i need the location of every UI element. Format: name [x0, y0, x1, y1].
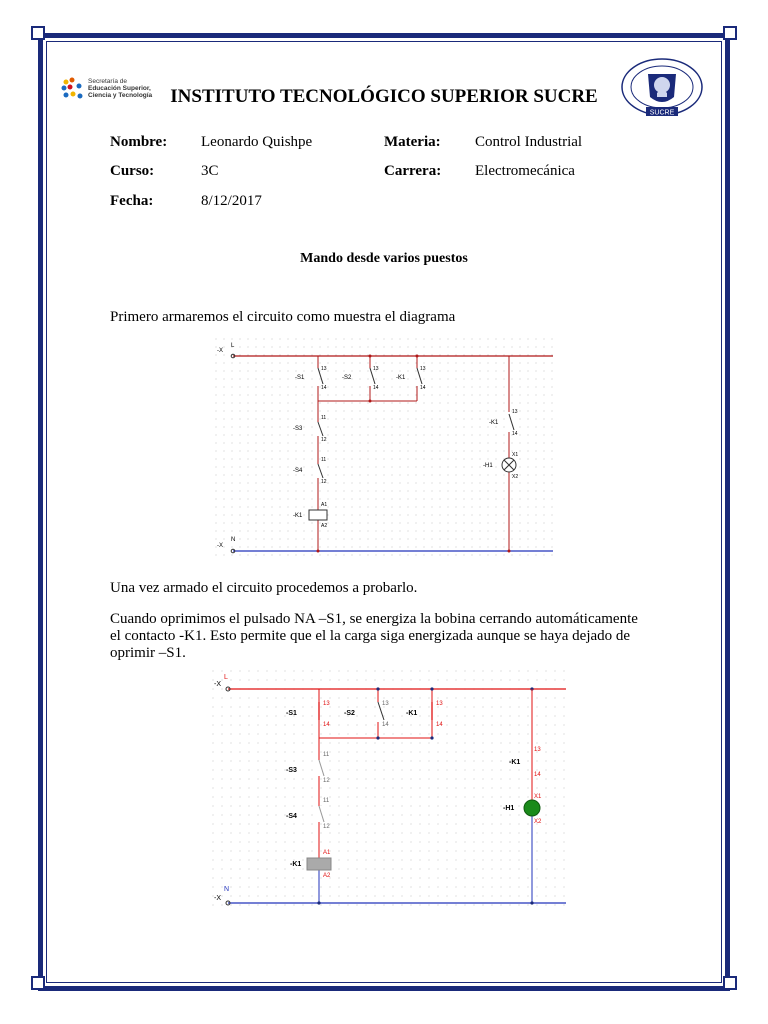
coil-label: -K1 [293, 513, 303, 519]
curso-label: Curso: [110, 163, 155, 179]
ministry-logo-line: Ciencia y Tecnología [88, 92, 153, 99]
terminal-label: 11 [321, 415, 327, 421]
terminal-label: 14 [436, 722, 443, 728]
fecha-value: 8/12/2017 [201, 193, 262, 209]
terminal-label: 13 [534, 747, 541, 753]
terminal-label: A2 [323, 873, 331, 879]
s1-label: -S1 [295, 375, 305, 381]
terminal-label: 13 [321, 366, 327, 372]
s1-label: -S1 [286, 710, 297, 717]
lamp-label: -H1 [503, 805, 515, 812]
terminal-label: A2 [321, 523, 328, 529]
paragraph-explanation-line: oprimir –S1. [110, 645, 186, 661]
k1-contact-label: -K1 [489, 420, 499, 426]
terminal-label: 14 [420, 385, 426, 391]
terminal-label: 14 [373, 385, 379, 391]
ministry-logo-line: Secretaría de [88, 78, 128, 85]
curso-value: 3C [201, 163, 219, 179]
carrera-value: Electromecánica [475, 163, 575, 179]
terminal-label: 11 [323, 798, 330, 804]
k1-contact-label: -K1 [396, 375, 406, 381]
terminal-label: 11 [323, 752, 330, 758]
s2-label: -S2 [344, 710, 355, 717]
terminal-label: 11 [321, 457, 327, 463]
coil-label: -K1 [290, 861, 302, 868]
lamp-label: -H1 [483, 463, 493, 469]
terminal-label: 14 [321, 385, 327, 391]
terminal-label: 14 [323, 722, 330, 728]
page-title: INSTITUTO TECNOLÓGICO SUPERIOR SUCRE [170, 86, 598, 107]
terminal-label: 13 [420, 366, 426, 372]
circuit-diagram-1 [215, 338, 557, 556]
paragraph-intro: Primero armaremos el circuito como muestra el diagrama [110, 309, 456, 325]
section-title: Mando desde varios puestos [300, 251, 468, 266]
materia-label: Materia: [384, 134, 441, 150]
s4-label: -S4 [286, 813, 297, 820]
rail-x-label: -X [217, 543, 223, 549]
terminal-label: 12 [323, 824, 330, 830]
terminal-label: 13 [436, 701, 443, 707]
k1-contact-label: -K1 [406, 710, 418, 717]
s2-label: -S2 [342, 375, 352, 381]
paragraph-explanation-line: el contacto -K1. Esto permite que el la carga siga energizada aunque se haya dejado de [110, 628, 631, 644]
border-corner [723, 976, 737, 990]
carrera-label: Carrera: [384, 163, 442, 179]
nombre-label: Nombre: [110, 134, 168, 150]
terminal-label: 12 [321, 479, 327, 485]
border-corner [31, 26, 45, 40]
s4-label: -S4 [293, 468, 303, 474]
terminal-label: 13 [373, 366, 379, 372]
terminal-label: X2 [534, 819, 542, 825]
rail-n-label: N [224, 886, 230, 893]
border-corner [31, 976, 45, 990]
k1-contact-label: -K1 [509, 759, 521, 766]
terminal-label: 12 [323, 778, 330, 784]
rail-x-label: -X [214, 681, 221, 688]
rail-l-label: L [224, 674, 228, 681]
border-corner [723, 26, 737, 40]
rail-l-label: L [231, 343, 235, 349]
nombre-value: Leonardo Quishpe [201, 134, 313, 150]
institute-crest-icon [620, 57, 704, 123]
circuit-diagram-2 [212, 670, 568, 912]
fecha-label: Fecha: [110, 193, 154, 209]
terminal-label: 14 [512, 431, 518, 437]
rail-n-label: N [231, 537, 236, 543]
paragraph-explanation-line: Cuando oprimimos el pulsado NA –S1, se energiza la bobina cerrando automáticamente [110, 611, 638, 627]
s3-label: -S3 [293, 426, 303, 432]
materia-value: Control Industrial [475, 134, 583, 150]
paragraph-test: Una vez armado el circuito procedemos a probarlo. [110, 580, 418, 596]
terminal-label: 13 [323, 701, 330, 707]
terminal-label: A1 [321, 502, 328, 508]
s3-label: -S3 [286, 767, 297, 774]
terminal-label: 14 [534, 772, 541, 778]
rail-x-label: -X [217, 348, 223, 354]
terminal-label: A1 [323, 850, 331, 856]
ministry-logo-line: Educación Superior, [88, 85, 151, 92]
terminal-label: 12 [321, 437, 327, 443]
terminal-label: 13 [382, 701, 389, 707]
terminal-label: 14 [382, 722, 389, 728]
rail-x-label: -X [214, 895, 221, 902]
crest-label: SUCRE [649, 109, 675, 117]
terminal-label: X2 [512, 474, 519, 480]
terminal-label: X1 [534, 794, 542, 800]
terminal-label: 13 [512, 409, 518, 415]
terminal-label: X1 [512, 452, 519, 458]
